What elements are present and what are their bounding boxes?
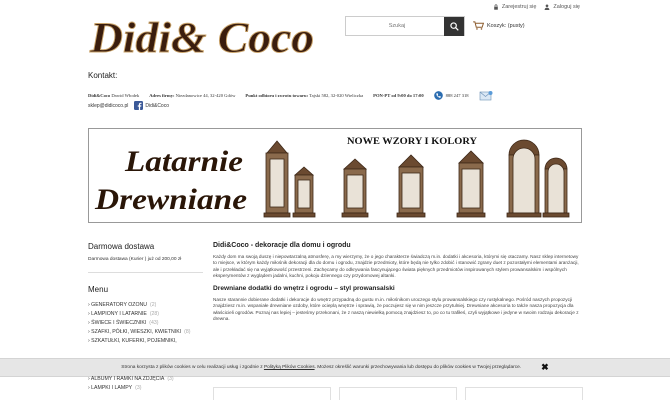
search-input[interactable] (346, 17, 444, 35)
email-link[interactable]: sklep@didicoco.pl (88, 102, 129, 109)
category-item[interactable]: › LAMPIONY I LATARNIE (28) (88, 310, 160, 317)
category-item[interactable]: › GENERATORY OZONU (2) (88, 301, 157, 308)
chevron-right-icon: › (88, 337, 92, 344)
lantern-graphics (264, 140, 569, 217)
facebook-link[interactable] (134, 101, 169, 110)
search-button[interactable] (444, 17, 464, 36)
cart[interactable] (473, 21, 525, 30)
chevron-right-icon: › (88, 384, 92, 391)
lantern-2 (293, 167, 315, 217)
main-heading: Didi&Coco - dekoracje dla domu i ogrodu (213, 242, 351, 249)
svg-text:Didi& Coco: Didi& Coco (88, 15, 314, 62)
category-item[interactable]: › LAMPKI I LAMPY (3) (88, 384, 142, 391)
category-item[interactable]: › SZKATUŁKI, KUFERKI, POJEMNIKI, (88, 337, 177, 344)
category-menu (88, 300, 203, 345)
lock-icon (493, 4, 499, 10)
category-item[interactable]: › ALBUMY I RAMKI NA ZDJĘCIA (3) (88, 375, 174, 382)
category-item[interactable]: › SZAFKI, PÓŁKI, WIESZKI, KWIETNIKI (8) (88, 328, 191, 335)
product-tiles (213, 387, 583, 400)
chevron-right-icon: › (88, 328, 92, 335)
opening-hours: PON-PT od 9:00 do 17:00 (373, 93, 424, 98)
intro-paragraph: Każdy dom ma swoją duszę i niepowtarzalną atmosferę, a my wierzymy, że o jego charakterze świadczą m.in. dodatki i akcesoria, którymi się otaczamy. Nasz sklep internetowy to miejsce, w którym każdy miłośnik dekoracji dla do domu i ogrodu, znajdzie przedmioty, które będą nie tylko zdobić i stanowić zgrany duet z pozostałymi elementami aranżacji, ale i przekładać się na wyjątkowość przestrzeni. Zachęcamy do odkrywania fascynującego świata pięknych przedmiotów inspirowanych stylem prowansalskim i wspólnych eksperymentów z wyglądem jadalni, kuchni, pokoju dziennego czy przydomowej altanki. (213, 254, 579, 278)
chevron-right-icon: › (88, 310, 92, 317)
register-link[interactable] (493, 4, 537, 10)
banner-subtitle: NOWE WZORY I KOLORY (347, 137, 478, 147)
cart-label: Koszyk: (pusty) (487, 22, 525, 29)
lantern-4 (397, 155, 425, 217)
banner-title-line2: Drewniane (93, 183, 248, 216)
menu-heading: Menu (88, 285, 109, 294)
lantern-3 (342, 159, 368, 217)
main-content (213, 242, 583, 328)
product-tile[interactable] (213, 387, 331, 400)
category-item[interactable]: › ŚWIECE I ŚWIECZNIKI (43) (88, 319, 159, 326)
delivery-heading: Darmowa dostawa (88, 242, 155, 251)
cart-icon (473, 21, 484, 30)
product-tile[interactable] (339, 387, 457, 400)
search-box (345, 16, 465, 36)
product-tile[interactable] (465, 387, 583, 400)
close-icon[interactable]: ✖ (541, 362, 549, 372)
search-icon (450, 22, 459, 31)
facebook-icon (134, 101, 143, 110)
lantern-6 (507, 140, 541, 217)
contact-secondary (88, 101, 169, 110)
section-paragraph: Nasze starannie dobierane dodatki i dekoracje do wnętrz przypadną do gustu m.in. miłośnikom uroczego stylu prowansalskiego czy rustykalnego. Pośród naszych propozycji znajdziesz m.in. wspaniałe drewniane ozdoby, które ocieplą wnętrze i sprawią, że poczujesz się w nim jeszcze przytulniej. Drewniane akcesoria to także nasza propozycja dla właścicieli ogrodów. Poznaj nas lepiej – jesteśmy przekonani, że z naszą niewielką pomocą znajdziesz to, po co tu trafiłeś, czyli wyjątkowe i jedyne w swoim rodzaju dekoracje z drewna. (213, 297, 579, 322)
cookie-text: Strona korzysta z plików cookies w celu realizacji usług i zgodnie z Polityką Plików Cookies. Możesz określić warunki przechowywania lub dostępu do plików cookies w Twojej przeglądarce. (121, 365, 522, 370)
cookie-policy-link[interactable]: Polityką Plików Cookies (263, 365, 315, 370)
register-label: Zarejestruj się (501, 4, 537, 10)
phone-number: 888 247 318 (445, 93, 469, 98)
email-icon[interactable] (479, 90, 493, 101)
facebook-label: Didi&Coco (145, 102, 169, 109)
banner-title-line1: Latarnie (123, 145, 243, 178)
chevron-right-icon: › (88, 301, 92, 308)
user-icon (544, 4, 550, 10)
logo[interactable] (88, 12, 318, 62)
delivery-text: Darmowa dostawa (Kurier ) już od 200,00 zł (88, 257, 203, 273)
promo-banner[interactable] (88, 128, 582, 223)
phone[interactable] (434, 91, 469, 100)
login-link[interactable] (544, 4, 580, 10)
login-label: Zaloguj się (553, 4, 580, 10)
chevron-right-icon: › (88, 319, 92, 326)
category-menu-continued (88, 374, 203, 392)
contact-heading: Kontakt: (88, 71, 118, 80)
company-name: Didi&Coco Dawid Włodek (88, 93, 140, 98)
lantern-1 (264, 141, 290, 217)
company-address: Adres firmy: Niezdanowice 44, 32-420 Gdów (149, 93, 236, 98)
lantern-7 (543, 158, 569, 217)
contact-info (88, 90, 583, 101)
banner-image (89, 129, 582, 223)
section-heading: Drewniane dodatki do wnętrz i ogrodu – styl prowansalski (213, 285, 395, 293)
top-links (493, 4, 580, 10)
pickup-address: Punkt odbioru i zwrotu towaru: Tajski 582, 32-020 Wieliczka (245, 93, 364, 98)
chevron-right-icon: › (88, 375, 91, 382)
lantern-5 (457, 151, 485, 217)
sidebar (88, 242, 203, 345)
phone-icon (434, 91, 443, 100)
